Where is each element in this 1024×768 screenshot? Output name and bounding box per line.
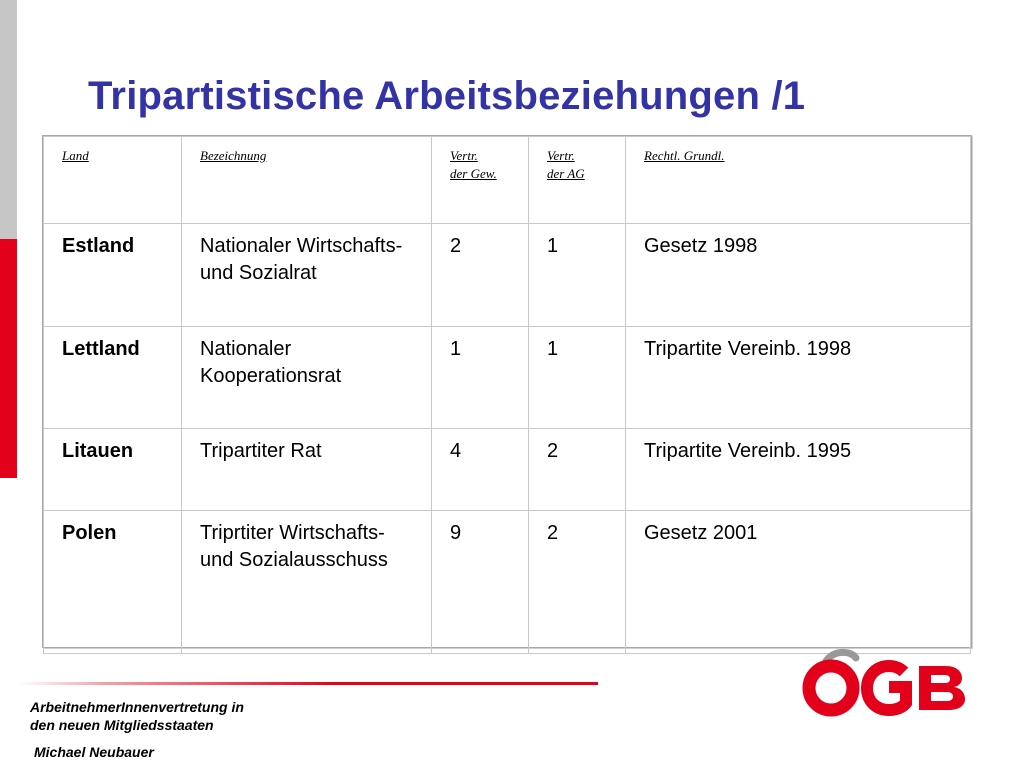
header-rechtl-grundl: Rechtl. Grundl. bbox=[626, 137, 971, 224]
cell-vertr-gew: 4 bbox=[432, 429, 529, 511]
footer-subtitle-line1: ArbeitnehmerInnenvertretung in bbox=[30, 699, 244, 715]
cell-bezeichnung: Tripartiter Rat bbox=[182, 429, 432, 511]
header-vertr-gew: Vertr. der Gew. bbox=[432, 137, 529, 224]
table-row bbox=[44, 224, 971, 327]
cell-land: Estland bbox=[44, 224, 182, 327]
header-vertr-ag: Vertr. der AG bbox=[529, 137, 626, 224]
cell-rechtl-grundl: Gesetz 2001 bbox=[626, 511, 971, 654]
logo-letter-b bbox=[919, 666, 965, 710]
table-row bbox=[44, 429, 971, 511]
cell-bezeichnung: Nationaler Wirtschafts- und Sozialrat bbox=[182, 224, 432, 327]
header-bezeichnung: Bezeichnung bbox=[182, 137, 432, 224]
side-bar-red bbox=[0, 239, 17, 478]
cell-bezeichnung: Nationaler Kooperationsrat bbox=[182, 327, 432, 429]
page-title: Tripartistische Arbeitsbeziehungen /1 bbox=[88, 74, 806, 118]
cell-land: Litauen bbox=[44, 429, 182, 511]
cell-vertr-gew: 2 bbox=[432, 224, 529, 327]
table-header-row bbox=[44, 137, 971, 224]
logo-letter-g bbox=[867, 666, 906, 710]
cell-vertr-ag: 1 bbox=[529, 327, 626, 429]
cell-bezeichnung: Triprtiter Wirtschafts- und Sozialausschuss bbox=[182, 511, 432, 654]
table-row bbox=[44, 327, 971, 429]
cell-rechtl-grundl: Gesetz 1998 bbox=[626, 224, 971, 327]
cell-vertr-ag: 1 bbox=[529, 224, 626, 327]
cell-land: Lettland bbox=[44, 327, 182, 429]
cell-rechtl-grundl: Tripartite Vereinb. 1995 bbox=[626, 429, 971, 511]
logo-text: ÖGB bbox=[800, 648, 803, 649]
cell-vertr-gew: 1 bbox=[432, 327, 529, 429]
side-bar-grey bbox=[0, 0, 17, 239]
footer-author: Michael Neubauer bbox=[34, 744, 154, 760]
cell-land: Polen bbox=[44, 511, 182, 654]
cell-vertr-ag: 2 bbox=[529, 511, 626, 654]
footer-subtitle bbox=[30, 698, 244, 734]
data-table bbox=[42, 135, 972, 648]
footer-subtitle-line2: den neuen Mitgliedsstaaten bbox=[30, 717, 214, 733]
oegb-logo bbox=[800, 648, 970, 718]
cell-vertr-ag: 2 bbox=[529, 429, 626, 511]
header-land: Land bbox=[44, 137, 182, 224]
footer-divider bbox=[18, 682, 598, 685]
cell-vertr-gew: 9 bbox=[432, 511, 529, 654]
cell-rechtl-grundl: Tripartite Vereinb. 1998 bbox=[626, 327, 971, 429]
logo-letter-o bbox=[809, 666, 853, 710]
table-row bbox=[44, 511, 971, 654]
